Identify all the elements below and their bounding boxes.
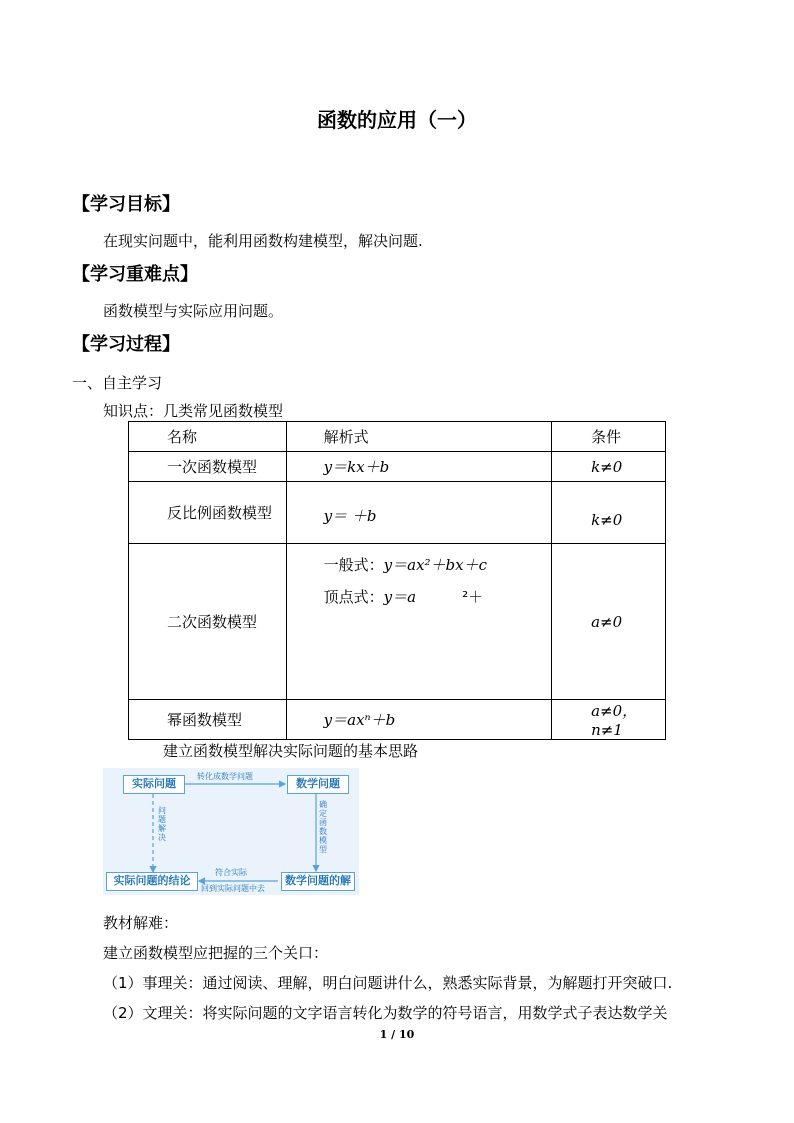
label-convert: 转化成数学问题 [197, 772, 253, 781]
flow-intro: 建立函数模型解决实际问题的基本思路 [163, 742, 419, 760]
self-study-heading: 一、自主学习 [72, 374, 163, 392]
table-row [129, 700, 666, 740]
table-row [129, 544, 666, 700]
general-form: y＝ax²＋bx＋c [383, 556, 488, 574]
row-condition: k≠0 [552, 482, 666, 544]
box-math-solution: 数学问题的解 [281, 872, 355, 891]
table-header-row [129, 422, 666, 452]
box-real-conclusion: 实际问题的结论 [106, 872, 198, 891]
textbook-item-1: （1）事理关：通过阅读、理解，明白问题讲什么，熟悉实际背景，为解题打开突破口. [103, 974, 673, 992]
goal-heading: 【学习目标】 [72, 194, 180, 215]
table-row [129, 482, 666, 544]
box-real-problem: 实际问题 [123, 775, 185, 794]
goal-text: 在现实问题中，能利用函数构建模型，解决问题. [103, 232, 423, 250]
box-math-problem: 数学问题 [287, 775, 349, 794]
row-formula: y＝kx＋b [286, 452, 551, 482]
row-formula: y＝ ＋b [286, 482, 551, 544]
label-model: 确定函数模型 [319, 800, 327, 854]
function-models-table [128, 421, 666, 740]
row-name: 一次函数模型 [129, 452, 287, 482]
key-heading: 【学习重难点】 [72, 264, 198, 285]
vertex-form: y＝a [383, 588, 417, 606]
header-condition: 条件 [552, 422, 666, 452]
vertex-form-label: 顶点式： [323, 588, 384, 606]
label-back-to-reality: 回到实际问题中去 [201, 884, 265, 893]
process-heading: 【学习过程】 [72, 334, 180, 355]
knowledge-point: 知识点：几类常见函数模型 [103, 402, 284, 420]
page-number: 1 / 10 [379, 1028, 415, 1041]
row-formula-cell [286, 544, 551, 700]
row-condition: k≠0 [552, 452, 666, 482]
row-formula: y＝axⁿ＋b [286, 700, 551, 740]
label-fits-reality: 符合实际 [215, 868, 247, 877]
modeling-flowchart [103, 768, 359, 895]
textbook-item-2: （2）文理关：将实际问题的文字语言转化为数学的符号语言，用数学式子表达数学关 [103, 1004, 668, 1022]
label-solve: 问题解决 [158, 806, 166, 842]
key-text: 函数模型与实际应用问题。 [103, 302, 284, 320]
header-name: 名称 [129, 422, 287, 452]
header-formula: 解析式 [286, 422, 551, 452]
row-condition: a≠0，n≠1 [552, 700, 666, 740]
row-name: 反比例函数模型 [129, 482, 287, 544]
textbook-label: 教材解难： [103, 914, 179, 932]
table-row [129, 452, 666, 482]
vertex-form-tail: ²＋ [462, 588, 484, 606]
row-name: 幂函数模型 [129, 700, 287, 740]
general-form-label: 一般式： [323, 556, 384, 574]
row-condition: a≠0 [552, 544, 666, 700]
row-name: 二次函数模型 [129, 544, 287, 700]
textbook-intro: 建立函数模型应把握的三个关口： [103, 944, 329, 962]
page-title: 函数的应用（一） [317, 108, 477, 132]
